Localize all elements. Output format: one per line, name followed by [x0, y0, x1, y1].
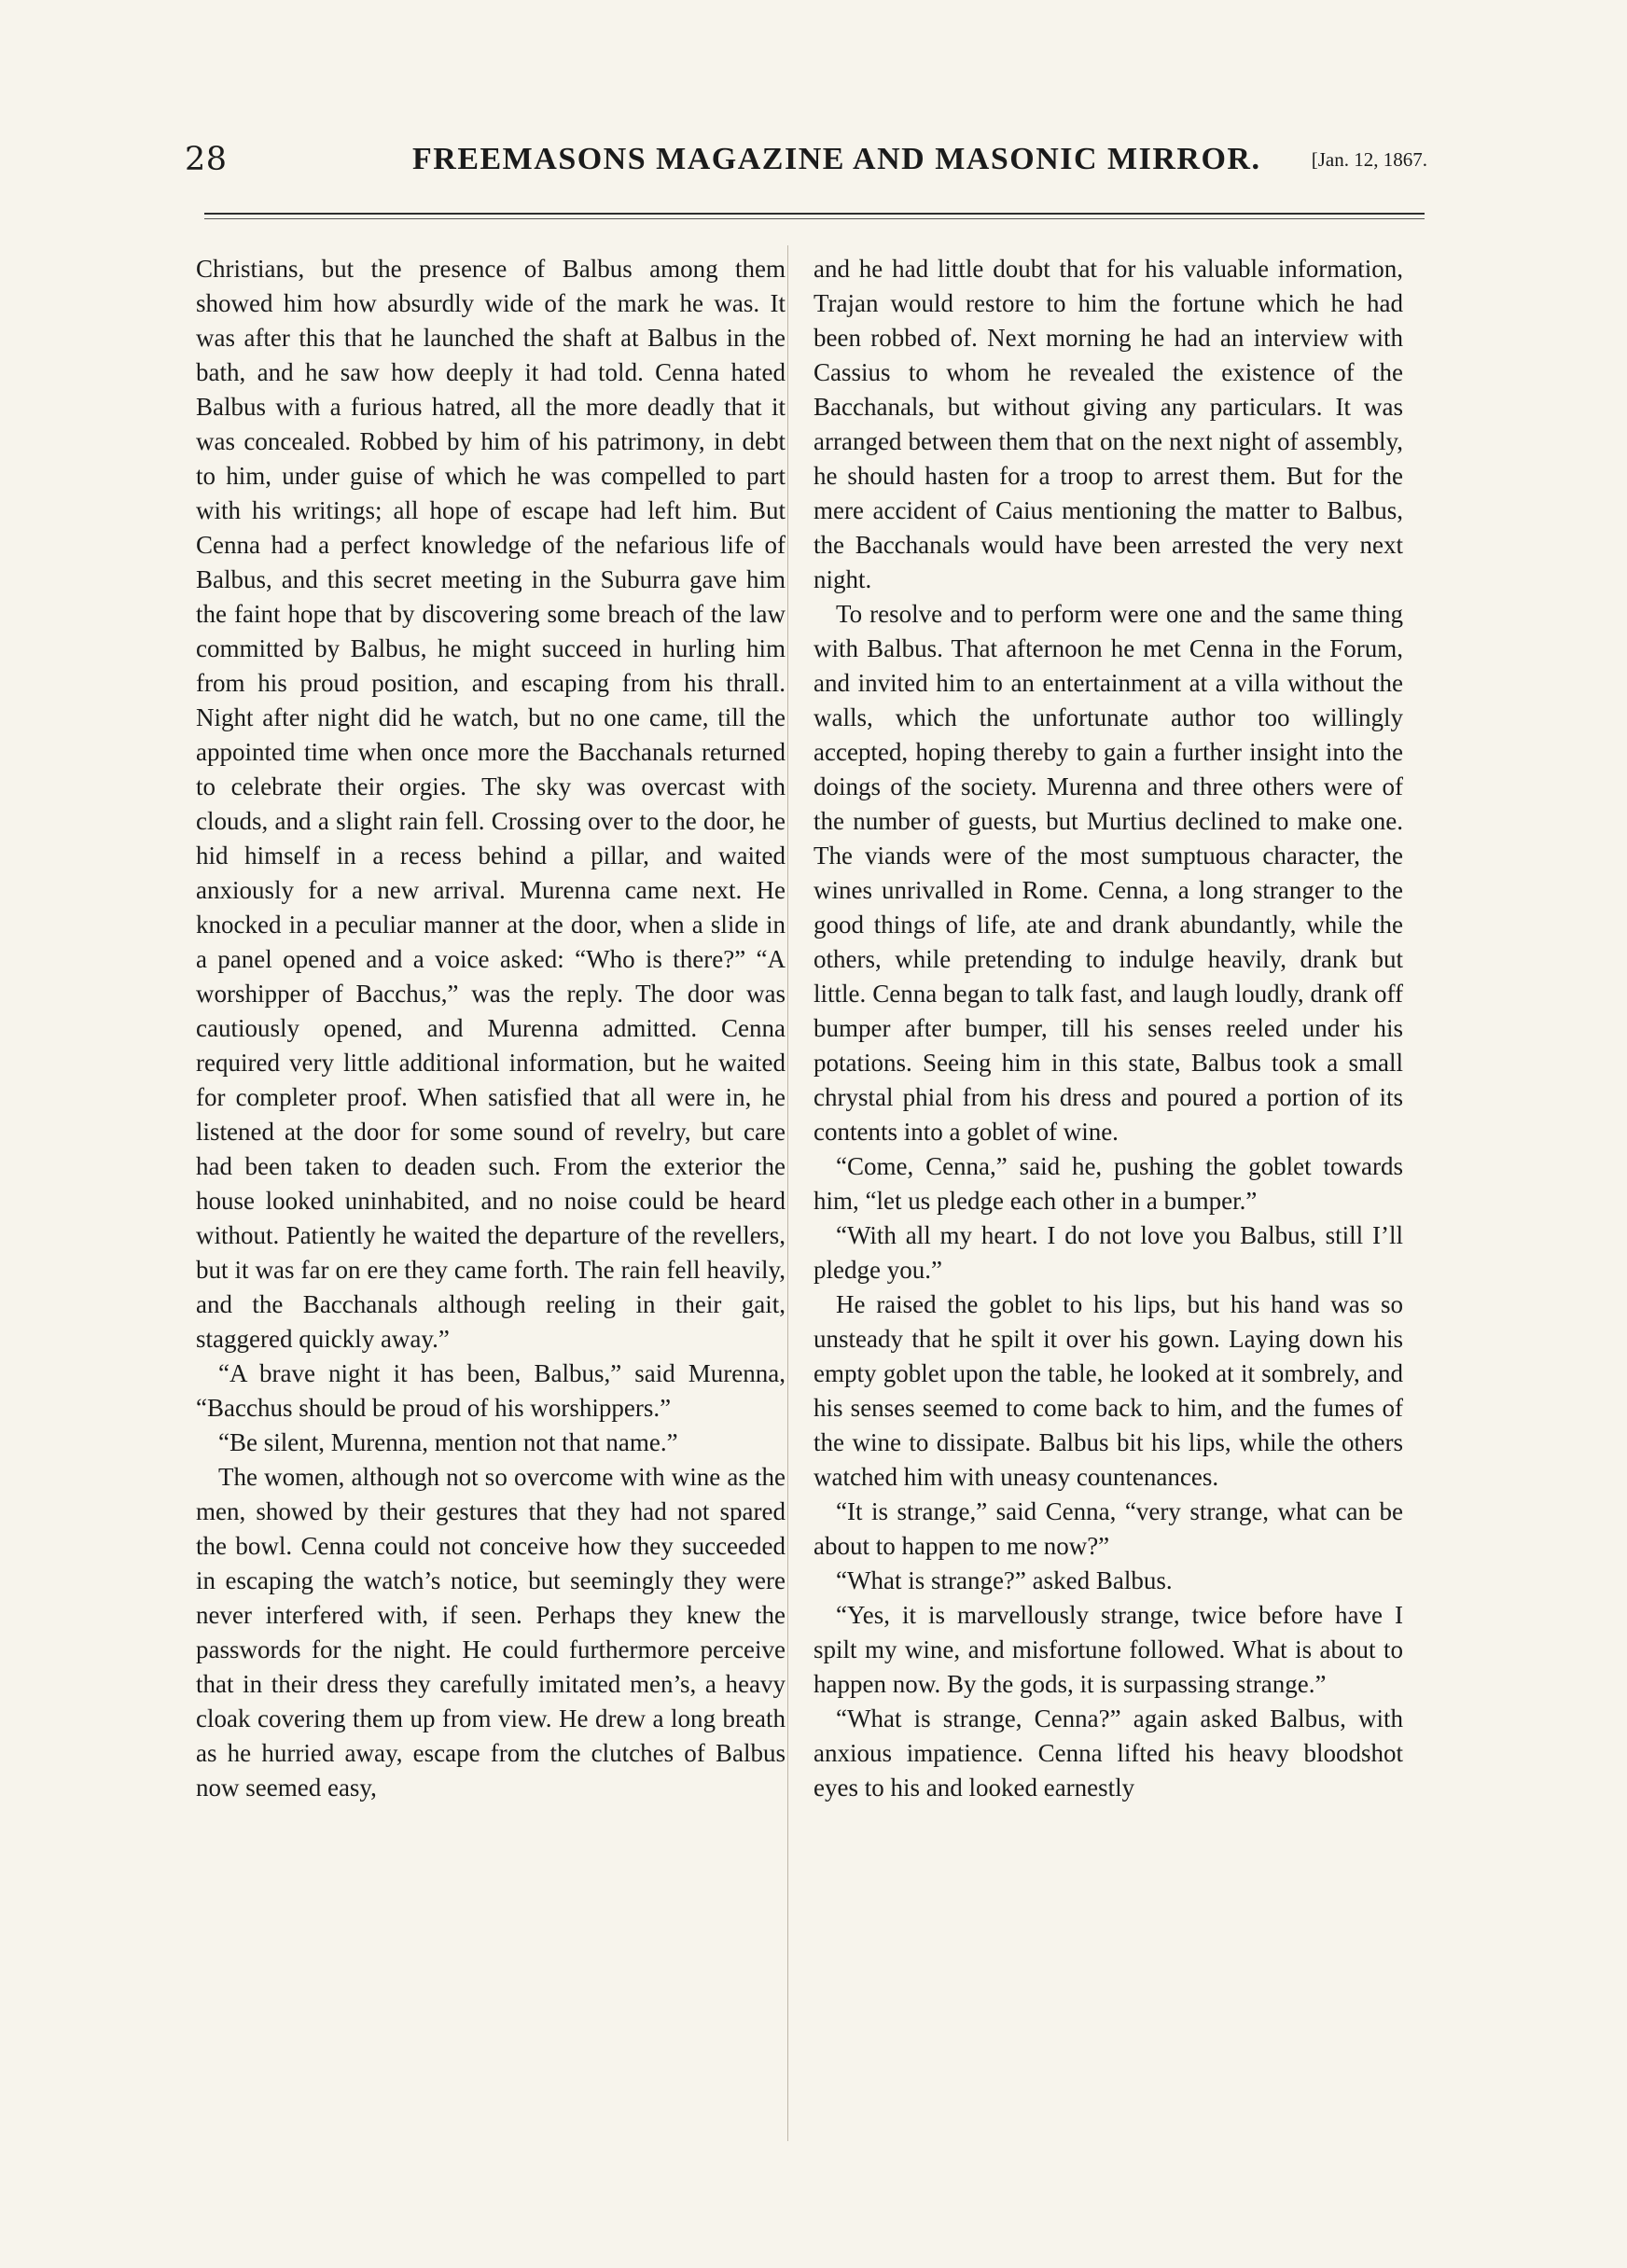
- right-paragraph-7: “What is strange?” asked Balbus.: [836, 1566, 1173, 1594]
- right-paragraph-5: He raised the goblet to his lips, but his hand was so unsteady that he spilt it over his gown. Laying down his empty goblet upon the table, he looked at it sombrely, and his senses seemed to come back to him, and the fumes of the wine to dissipate. Balbus bit his lips, while the others watched him with uneasy countenances.: [814, 1290, 1403, 1491]
- right-paragraph-6: “It is strange,” said Cenna, “very strange, what can be about to happen to me now?”: [814, 1497, 1403, 1560]
- right-paragraph-4: “With all my heart. I do not love you Balbus, still I’ll pledge you.”: [814, 1221, 1403, 1284]
- magazine-title: FREEMASONS MAGAZINE AND MASONIC MIRROR.: [412, 142, 1261, 176]
- right-paragraph-2: To resolve and to perform were one and the same thing with Balbus. That afternoon he met Cenna in the Forum, and invited him to an entertainment at a villa without the walls, which the unfortunate author too willingly accepted, hoping thereby to gain a further insight into the doings of the society. Murenna and three others were of the number of guests, but Murtius declined to make one. The viands were of the most sumptuous character, the wines unrivalled in Rome. Cenna, a long stranger to the good things of life, ate and drank abundantly, while the others, while pretending to indulge heavily, drank but little. Cenna began to talk fast, and laugh loudly, drank off bumper after bumper, till his senses reeled under his potations. Seeing him in this state, Balbus took a small chrystal phial from his dress and poured a portion of its contents into a goblet of wine.: [814, 600, 1403, 1146]
- header-rule-bottom: [204, 218, 1425, 219]
- left-paragraph-3: “Be silent, Murenna, mention not that name.”: [218, 1428, 678, 1456]
- issue-date: [Jan. 12, 1867.: [1311, 148, 1427, 171]
- right-paragraph-1: and he had little doubt that for his valuable information, Trajan would restore to him the fortune which he had been robbed of. Next morning he had an interview with Cassius to whom he revealed the existence of the Bacchanals, but without giving any particulars. It was arranged between them that on the next night of assembly, he should hasten for a troop to arrest them. But for the mere accident of Caius mentioning the matter to Balbus, the Bacchanals would have been arrested the very next night.: [814, 255, 1403, 593]
- left-paragraph-4: The women, although not so overcome with wine as the men, showed by their gestures that they had not spared the bowl. Cenna could not conceive how they succeeded in escaping the watch’s notice, but seemingly they were never interfered with, if seen. Perhaps they knew the passwords for the night. He could furthermore perceive that in their dress they carefully imitated men’s, a heavy cloak covering them up from view. He drew a long breath as he hurried away, escape from the clutches of Balbus now seemed easy,: [196, 1463, 786, 1802]
- right-paragraph-9: “What is strange, Cenna?” again asked Balbus, with anxious impatience. Cenna lifted his heavy bloodshot eyes to his and looked earnestly: [814, 1704, 1403, 1802]
- left-paragraph-1: Christians, but the presence of Balbus among them showed him how absurdly wide of the mark he was. It was after this that he launched the shaft at Balbus in the bath, and he saw how deeply it had told. Cenna hated Balbus with a furious hatred, all the more deadly that it was concealed. Robbed by him of his patrimony, in debt to him, under guise of which he was compelled to part with his writings; all hope of escape had left him. But Cenna had a perfect knowledge of the nefarious life of Balbus, and this secret meeting in the Suburra gave him the faint hope that by discovering some breach of the law committed by Balbus, he might succeed in hurling him from his proud position, and escaping from his thrall. Night after night did he watch, but no one came, till the appointed time when once more the Bacchanals returned to celebrate their orgies. The sky was overcast with clouds, and a slight rain fell. Crossing over to the door, he hid himself in a recess behind a pillar, and waited anxiously for a new arrival. Murenna came next. He knocked in a peculiar manner at the door, when a slide in a panel opened and a voice asked: “Who is there?” “A worshipper of Bacchus,” was the reply. The door was cautiously opened, and Murenna admitted. Cenna required very little additional information, but he waited for completer proof. When satisfied that all were in, he listened at the door for some sound of revelry, but care had been taken to deaden such. From the exterior the house looked uninhabited, and no noise could be heard without. Patiently he waited the departure of the revellers, but it was far on ere they came forth. The rain fell heavily, and the Bacchanals although reeling in their gait, staggered quickly away.”: [196, 255, 786, 1353]
- header-rule-top: [204, 213, 1425, 215]
- right-paragraph-8: “Yes, it is marvellously strange, twice before have I spilt my wine, and misfortune followed. What is about to happen now. By the gods, it is surpassing strange.”: [814, 1601, 1403, 1698]
- left-column: [196, 252, 786, 2136]
- left-paragraph-2: “A brave night it has been, Balbus,” said Murenna, “Bacchus should be proud of his worshippers.”: [196, 1359, 786, 1422]
- page-number: 28: [185, 141, 228, 178]
- right-paragraph-3: “Come, Cenna,” said he, pushing the goblet towards him, “let us pledge each other in a bumper.”: [814, 1152, 1403, 1215]
- page-header: [185, 140, 1427, 192]
- column-divider: [787, 245, 788, 2141]
- right-column: [814, 252, 1403, 2136]
